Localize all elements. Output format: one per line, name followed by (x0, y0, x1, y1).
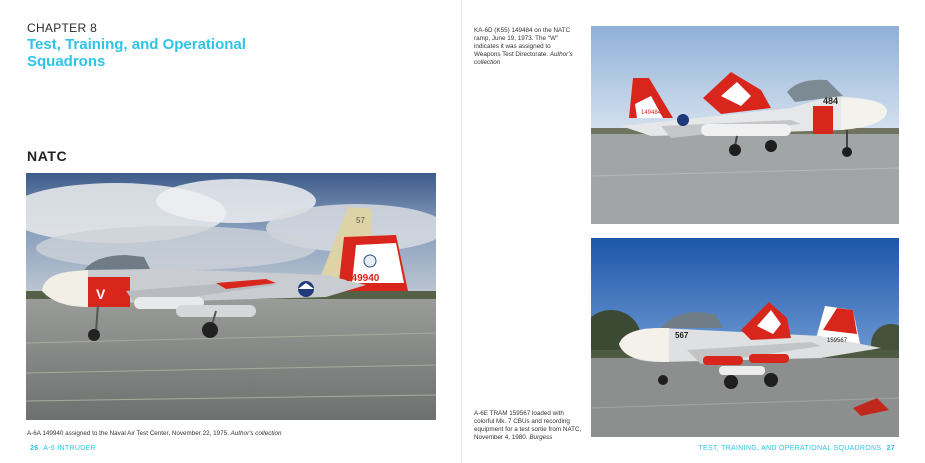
nose-number-484: 484 (823, 96, 839, 106)
caption-top-text: KA-6D (K55) 149484 on the NATC ramp, June 19, 1973. The "W" indicates it was assigned to Weapons Test Directorate. (474, 27, 571, 58)
folio-right (698, 445, 898, 452)
tail-number-149940: 149940 (346, 273, 380, 284)
tail-number-159567: 159567 (827, 338, 848, 344)
svg-text:V: V (96, 286, 106, 302)
caption-top-credit: Author's collection (474, 51, 573, 66)
folio-left-number: 26 (30, 445, 39, 452)
folio-right-number: 27 (886, 445, 895, 452)
fin-code-57: 57 (356, 216, 365, 225)
caption-bottom-credit: Burgess (529, 434, 553, 441)
folio-left (27, 445, 96, 452)
folio-left-text: A-6 INTRUDER (43, 445, 96, 452)
tail-number-149484: 149484 (641, 110, 662, 116)
caption-left-photo (27, 430, 447, 438)
photo-a6e-159567 (591, 238, 899, 437)
chapter-title: Test, Training, and Operational Squadrons (27, 36, 246, 70)
caption-left-text: A-6A 149940 assigned to the Naval Air Test Center, November 22, 1975. (27, 430, 229, 437)
left-page (0, 0, 462, 463)
section-heading: NATC (27, 148, 68, 164)
aircraft-photo-illustration (26, 173, 436, 420)
right-page (463, 0, 925, 463)
chapter-label: CHAPTER 8 (27, 21, 98, 35)
photo-a6a-149940 (26, 173, 436, 420)
aircraft-photo-illustration-top (591, 26, 899, 224)
folio-right-text: TEST, TRAINING, AND OPERATIONAL SQUADRONS (698, 445, 882, 452)
nose-number-567: 567 (675, 331, 689, 340)
caption-left-credit: Author's collection (230, 430, 282, 437)
caption-top-photo (474, 27, 578, 67)
caption-bottom-text: A-6E TRAM 159567 loaded with colorful Mk. 7 CBUs and recording equipment for a test sortie from NATC, November 4, 1980. (474, 410, 582, 441)
photo-ka6d-149484 (591, 26, 899, 224)
caption-bottom-photo (474, 410, 584, 442)
aircraft-photo-illustration-bottom (591, 238, 899, 437)
